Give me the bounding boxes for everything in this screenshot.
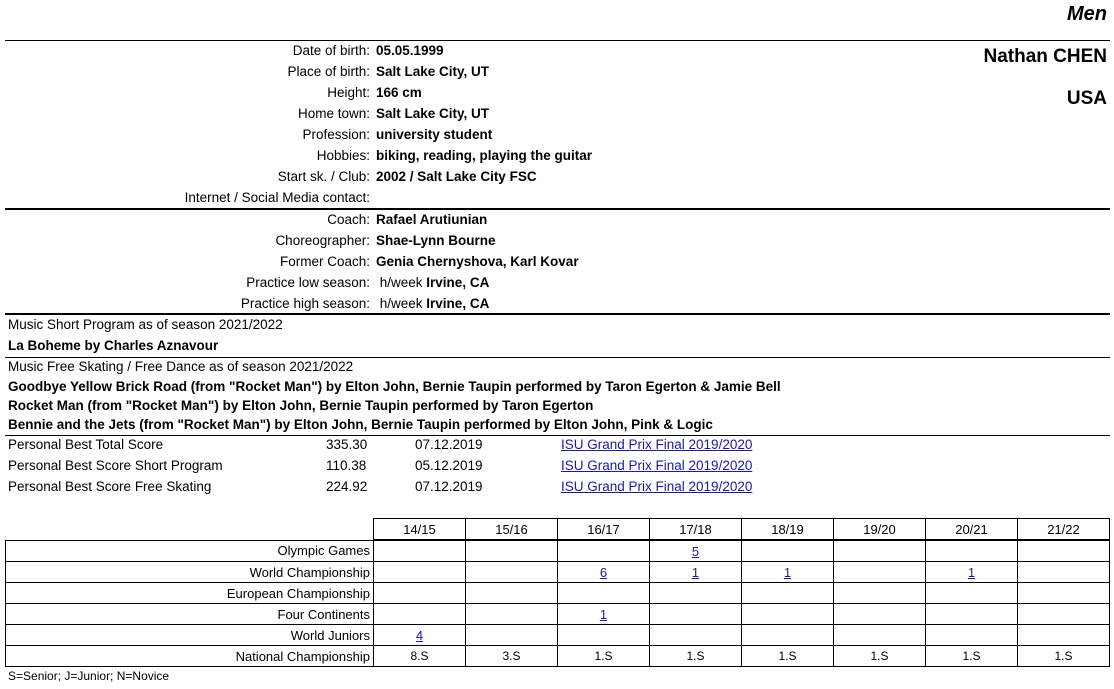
result-cell [650,540,742,562]
music-free-divider [5,435,1110,436]
bio-value: 166 cm [376,85,422,100]
coaching-value-wrap [376,212,487,227]
result-cell [1018,562,1110,583]
result-cell: 1.S [558,646,650,667]
bio-value: biking, reading, playing the guitar [376,148,593,163]
table-row [6,540,1110,562]
category-label: Men [1067,3,1107,25]
result-cell: 1.S [1018,646,1110,667]
placement-link[interactable]: 1 [783,564,792,580]
bio-divider [5,208,1110,210]
pb-score: 335.30 [326,437,368,452]
result-cell [1018,540,1110,562]
music-free-title: Bennie and the Jets (from "Rocket Man") by Elton John, Bernie Taupin performed by Elton John, Pink & Logic [8,417,713,432]
bio-label: Internet / Social Media contact: [184,190,370,205]
table-row [6,562,1110,583]
result-cell [834,562,926,583]
coaching-divider [5,313,1110,315]
bio-value: Salt Lake City, UT [376,106,490,121]
pb-event-link[interactable]: ISU Grand Prix Final 2019/2020 [561,479,753,494]
placement-link[interactable]: 1 [967,564,976,580]
coaching-label: Coach: [327,212,370,227]
result-cell [466,625,558,646]
bio-value: 05.05.1999 [376,43,444,58]
event-label: European Championship [6,583,374,604]
result-cell [1018,604,1110,625]
coaching-value-wrap [376,275,489,290]
table-row [6,583,1110,604]
coaching-value: Irvine, CA [426,275,490,290]
result-cell [558,540,650,562]
result-cell [558,583,650,604]
placement-link[interactable]: 4 [415,627,424,643]
pb-score: 224.92 [326,479,368,494]
result-cell [834,583,926,604]
result-cell [926,604,1018,625]
music-free-heading: Music Free Skating / Free Dance as of season 2021/2022 [8,359,354,374]
bio-label: Date of birth: [292,43,370,58]
bio-label: Start sk. / Club: [277,169,370,184]
result-cell [558,604,650,625]
result-cell [1018,625,1110,646]
bio-label: Profession: [302,127,370,142]
season-header: 14/15 [374,519,466,541]
result-cell [466,583,558,604]
placement-link[interactable]: 1 [599,606,608,622]
pb-date: 07.12.2019 [415,479,483,494]
result-cell [834,625,926,646]
result-cell: 8.S [374,646,466,667]
coaching-hours: h/week [376,275,423,290]
result-cell [374,604,466,625]
pb-label: Personal Best Total Score [8,437,164,452]
pb-label: Personal Best Score Short Program [8,458,223,473]
result-cell [374,562,466,583]
season-header: 18/19 [742,519,834,541]
legend: S=Senior; J=Junior; N=Novice [8,669,170,683]
result-cell [374,625,466,646]
result-cell [1018,583,1110,604]
coaching-value-wrap [376,254,579,269]
bio-value: 2002 / Salt Lake City FSC [376,169,537,184]
results-table [5,518,1110,667]
result-cell [558,562,650,583]
table-row [6,625,1110,646]
placement-link[interactable]: 1 [691,564,700,580]
result-cell [926,540,1018,562]
result-cell [466,604,558,625]
coaching-value-wrap [376,233,496,248]
music-short-heading: Music Short Program as of season 2021/2022 [8,317,283,332]
event-label: Olympic Games [6,540,374,562]
coaching-hours: h/week [376,296,423,311]
pb-label: Personal Best Score Free Skating [8,479,212,494]
result-cell: 1.S [742,646,834,667]
pb-event-link[interactable]: ISU Grand Prix Final 2019/2020 [561,437,753,452]
top-divider [5,40,1110,41]
pb-date: 05.12.2019 [415,458,483,473]
table-row [6,604,1110,625]
table-row [6,646,1110,667]
bio-value: Salt Lake City, UT [376,64,490,79]
pb-date: 07.12.2019 [415,437,483,452]
result-cell: 1.S [650,646,742,667]
coaching-value: Irvine, CA [426,296,490,311]
bio-label: Place of birth: [287,64,370,79]
result-cell [926,562,1018,583]
result-cell: 1.S [834,646,926,667]
season-header: 17/18 [650,519,742,541]
bio-value: university student [376,127,493,142]
bio-label: Home town: [297,106,370,121]
pb-event-link[interactable]: ISU Grand Prix Final 2019/2020 [561,458,753,473]
event-label: Four Continents [6,604,374,625]
result-cell [742,583,834,604]
music-free-title: Rocket Man (from "Rocket Man") by Elton John, Bernie Taupin performed by Taron Egerton [8,398,594,413]
event-label: World Championship [6,562,374,583]
season-header: 16/17 [558,519,650,541]
coaching-value: Genia Chernyshova, Karl Kovar [376,254,579,269]
event-label: World Juniors [6,625,374,646]
result-cell [650,625,742,646]
athlete-nation: USA [1066,88,1107,109]
season-header: 20/21 [926,519,1018,541]
result-cell: 3.S [466,646,558,667]
coaching-label: Choreographer: [275,233,370,248]
result-cell [374,583,466,604]
result-cell [742,540,834,562]
result-cell [650,604,742,625]
pb-score: 110.38 [326,458,367,473]
table-corner [6,519,374,541]
season-header: 19/20 [834,519,926,541]
result-cell: 1.S [926,646,1018,667]
bio-label: Height: [327,85,370,100]
result-cell [650,562,742,583]
result-cell [650,583,742,604]
result-cell [374,540,466,562]
result-cell [558,625,650,646]
result-cell [834,540,926,562]
placement-link[interactable]: 6 [599,564,608,580]
season-header: 21/22 [1018,519,1110,541]
result-cell [742,562,834,583]
coaching-value: Shae-Lynn Bourne [376,233,496,248]
result-cell [926,625,1018,646]
result-cell [926,583,1018,604]
result-cell [742,625,834,646]
music-free-title: Goodbye Yellow Brick Road (from "Rocket Man") by Elton John, Bernie Taupin performed by Taron Egerton & Jamie Bell [8,379,781,394]
result-cell [834,604,926,625]
result-cell [466,562,558,583]
coaching-label: Practice low season: [246,275,370,290]
coaching-value-wrap [376,296,489,311]
result-cell [466,540,558,562]
coaching-value: Rafael Arutiunian [376,212,488,227]
music-short-divider [5,357,1110,358]
result-cell [742,604,834,625]
music-short-title: La Boheme by Charles Aznavour [8,338,219,353]
coaching-label: Former Coach: [279,254,370,269]
placement-link[interactable]: 5 [691,543,700,559]
athlete-name: Nathan CHEN [983,46,1107,67]
event-label: National Championship [6,646,374,667]
bio-label: Hobbies: [316,148,370,163]
season-header: 15/16 [466,519,558,541]
coaching-label: Practice high season: [240,296,370,311]
